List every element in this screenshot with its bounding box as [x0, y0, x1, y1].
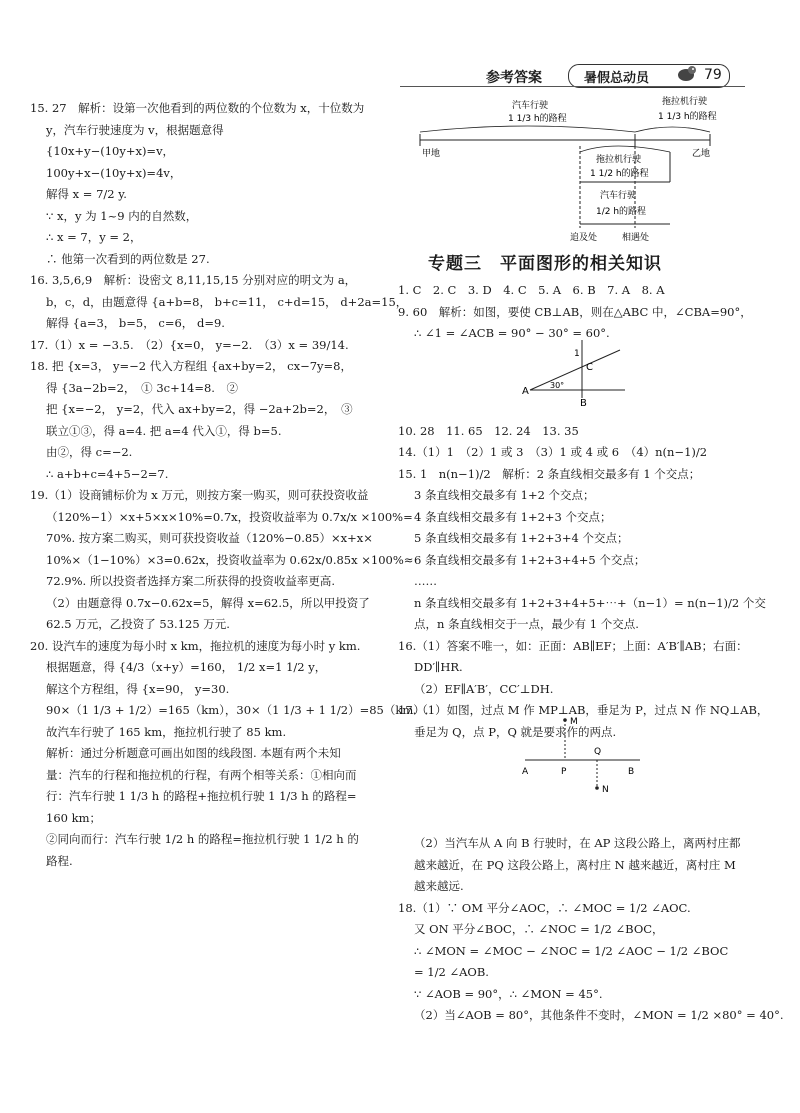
answer-line: ∵ x，y 为 1~9 内的自然数，: [46, 208, 198, 223]
fig9-angle-30: 30°: [550, 381, 565, 390]
answer-line: 14.（1）1 （2）1 或 3 （3）1 或 4 或 6 （4）n(n−1)/2: [398, 445, 708, 459]
diagram-tractor-top-label: 拖拉机行驶: [662, 97, 708, 107]
header-ref-label: 参考答案: [486, 70, 542, 86]
header-title: 暑假总动员: [584, 71, 650, 86]
answer-line: 3 条直线相交最多有 1+2 个交点；: [414, 488, 595, 502]
answer-line: 联立①③，得 a=4. 把 a=4 代入①，得 b=5.: [46, 423, 282, 438]
answer-line: （120%−1）×x+5×x×10%=0.7x，投资收益率为 0.7x/x ×100%=: [46, 509, 413, 524]
answer-line: 越来越远.: [414, 879, 464, 893]
answer-line: （2）当汽车从 A 向 B 行驶时，在 AP 这段公路上，离两村庄都: [414, 836, 741, 850]
fig17-label-n: N: [602, 785, 609, 794]
answer-line: ∴ ∠MON = ∠MOC − ∠NOC = 1/2 ∠AOC − 1/2 ∠BOC: [414, 943, 729, 958]
fig17-label-q: Q: [594, 747, 602, 757]
answer-line: 把 {x=−2， y=2，代入 ax+by=2，得 −2a+2b=2， ③: [46, 402, 353, 416]
answer-line: 行：汽车行驶 1 1/3 h 的路程+拖拉机行驶 1 1/3 h 的路程=: [46, 789, 357, 803]
answer-line: y，汽车行驶速度为 v，根据题意得: [46, 122, 224, 137]
diagram-tractor-mid-frac: 1 1/2 h的路程: [590, 169, 649, 179]
answer-line: 解得 x = 7/2 y.: [46, 187, 127, 201]
answer-line: 量：汽车的行程和拖拉机的行程，有两个相等关系：①相向而: [46, 767, 357, 782]
diagram-tractor-mid-label: 拖拉机行驶: [596, 155, 642, 165]
answer-line: DD′∥HR.: [414, 660, 463, 674]
answer-line: 16. 3,5,6,9 解析：设密文 8,11,15,15 分别对应的明文为 a，: [30, 273, 357, 287]
answer-line: 10. 28 11. 65 12. 24 13. 35: [398, 423, 579, 438]
answer-line: 越来越近，在 PQ 这段公路上，离村庄 N 越来越近，离村庄 M: [414, 857, 736, 872]
answer-line: {10x+y−(10y+x)=v，: [46, 144, 175, 158]
answer-line: ∴ ∠1 = ∠ACB = 90° − 30° = 60°.: [414, 326, 610, 340]
fig17-label-b: B: [628, 767, 635, 777]
diagram-car-mid-frac: 1/2 h的路程: [596, 207, 647, 217]
answer-line: （2）EF∥A′B′，CC′⊥DH.: [414, 681, 554, 696]
answer-line: 根据题意，得 {4/3（x+y）=160， 1/2 x=1 1/2 y，: [46, 660, 327, 674]
diagram-car-top-label: 汽车行驶: [512, 101, 549, 111]
answer-line: ∴ x = 7，y = 2，: [46, 230, 142, 244]
fig9-label-c: C: [586, 362, 593, 373]
answer-line: ②同向而行：汽车行驶 1/2 h 的路程=拖拉机行驶 1 1/2 h 的: [46, 832, 359, 846]
answer-line: 点，n 条直线相交于一点，最少有 1 个交点.: [414, 617, 639, 631]
diagram-car-top-frac: 1 1/3 h的路程: [508, 114, 567, 124]
answer-line: 16.（1）答案不唯一，如：正面：AB∥EF；上面：A′B′∥AB；右面：: [398, 638, 748, 653]
diagram-tractor-top-frac: 1 1/3 h的路程: [658, 112, 717, 122]
answer-line: （2）当∠AOB = 80°，其他条件不变时，∠MON = 1/2 ×80° = 40°.: [414, 1008, 784, 1022]
segment-diagram: [400, 92, 750, 242]
answer-line: 故汽车行驶了 165 km，拖拉机行驶了 85 km.: [46, 724, 287, 739]
answer-line: 160 km；: [46, 810, 101, 825]
section-title: 专题三 平面图形的相关知识: [428, 254, 662, 274]
answer-line: 5 条直线相交最多有 1+2+3+4 个交点；: [414, 531, 629, 545]
answer-line: 90×（1 1/3 + 1/2）=165（km），30×（1 1/3 + 1 1/2）=85（km）.: [46, 703, 429, 717]
answer-line: = 1/2 ∠AOB.: [414, 965, 489, 979]
diagram-catch-label: 追及处: [570, 233, 598, 242]
answer-line: 6 条直线相交最多有 1+2+3+4+5 个交点；: [414, 552, 646, 567]
answer-line: 17.（1）x = −3.5. （2）{x=0， y=−2. （3）x = 39/14.: [30, 337, 349, 352]
answer-line: ∴ a+b+c=4+5−2=7.: [46, 466, 169, 481]
answer-line: 解得 {a=3， b=5， c=6， d=9.: [46, 316, 225, 330]
page-number: 79: [704, 67, 722, 83]
answer-line: ……: [414, 574, 437, 588]
answer-line: 9. 60 解析：如图，要使 CB⊥AB，则在△ABC 中，∠CBA=90°，: [398, 304, 752, 319]
answer-line: 解这个方程组，得 {x=90， y=30.: [46, 681, 230, 696]
answer-line: 17.（1）如图，过点 M 作 MP⊥AB，垂足为 P，过点 N 作 NQ⊥AB，: [398, 703, 769, 717]
answer-line: 62.5 万元，乙投资了 53.125 万元.: [46, 617, 230, 631]
answer-line: 100y+x−(10y+x)=4v，: [46, 165, 182, 180]
mascot-icon: [672, 60, 700, 86]
answer-line: 72.9%. 所以投资者选择方案二所获得的投资收益率更高.: [46, 574, 335, 588]
answer-line: 70%. 按方案二购买，则可获投资收益（120%−0.85）×x+x×: [46, 531, 373, 545]
answer-line: 15. 27 解析：设第一次他看到的两位数的个位数为 x，十位数为: [30, 101, 365, 115]
left-column: [30, 98, 429, 872]
figure-9: [520, 338, 630, 410]
fig9-label-a: A: [522, 386, 529, 397]
diagram-yi-label: 乙地: [692, 149, 711, 159]
answer-line: 19.（1）设商铺标价为 x 万元，则按方案一购买，则可获投资收益: [30, 488, 369, 502]
answer-line: 由②，得 c=−2.: [46, 445, 133, 459]
answer-line: 又 ON 平分∠BOC，∴ ∠NOC = 1/2 ∠BOC，: [414, 922, 664, 936]
answer-line: 20. 设汽车的速度为每小时 x km，拖拉机的速度为每小时 y km.: [30, 638, 361, 653]
answer-line: 18.（1）∵ OM 平分∠AOC，∴ ∠MOC = 1/2 ∠AOC.: [398, 900, 691, 915]
fig9-angle-1: 1: [574, 349, 580, 359]
header-rule: [400, 86, 745, 87]
diagram-car-mid-label: 汽车行驶: [600, 191, 637, 201]
answer-line: 解析：通过分析题意可画出如图的线段图. 本题有两个未知: [46, 746, 341, 760]
answer-line: 18. 把 {x=3， y=−2 代入方程组 {ax+by=2， cx−7y=8，: [30, 359, 352, 373]
answer-line: 4 条直线相交最多有 1+2+3 个交点；: [414, 509, 612, 524]
answer-line: 1. C 2. C 3. D 4. C 5. A 6. B 7. A 8. A: [398, 283, 665, 297]
answer-line: 15. 1 n(n−1)/2 解析：2 条直线相交最多有 1 个交点；: [398, 466, 701, 481]
answer-line: 垂足为 Q，点 P，Q 就是要求作的两点.: [414, 724, 617, 739]
answer-line: 得 {3a−2b=2， ① 3c+14=8. ②: [46, 380, 238, 395]
diagram-jia-label: 甲地: [422, 149, 441, 159]
answer-line: n 条直线相交最多有 1+2+3+4+5+⋯+（n−1）= n(n−1)/2 个交: [414, 595, 766, 610]
fig17-label-m: M: [570, 717, 578, 727]
fig17-label-a: A: [522, 767, 529, 777]
answer-line: 路程.: [46, 853, 73, 868]
answer-line: b，c，d，由题意得 {a+b=8， b+c=11， c+d=15， d+2a=15，: [46, 294, 408, 309]
answer-line: ∴ 他第一次看到的两位数是 27.: [46, 251, 210, 266]
fig9-label-b: B: [580, 398, 587, 409]
diagram-meet-label: 相遇处: [622, 233, 650, 242]
figure-17: [510, 712, 650, 794]
answer-line: （2）由题意得 0.7x−0.62x=5，解得 x=62.5，所以甲投资了: [46, 595, 370, 610]
answer-line: 10%×（1−10%）×3=0.62x，投资收益率为 0.62x/0.85x ×100%≈: [46, 552, 414, 567]
answer-line: ∵ ∠AOB = 90°，∴ ∠MON = 45°.: [414, 986, 603, 1001]
fig17-label-p: P: [561, 767, 567, 777]
